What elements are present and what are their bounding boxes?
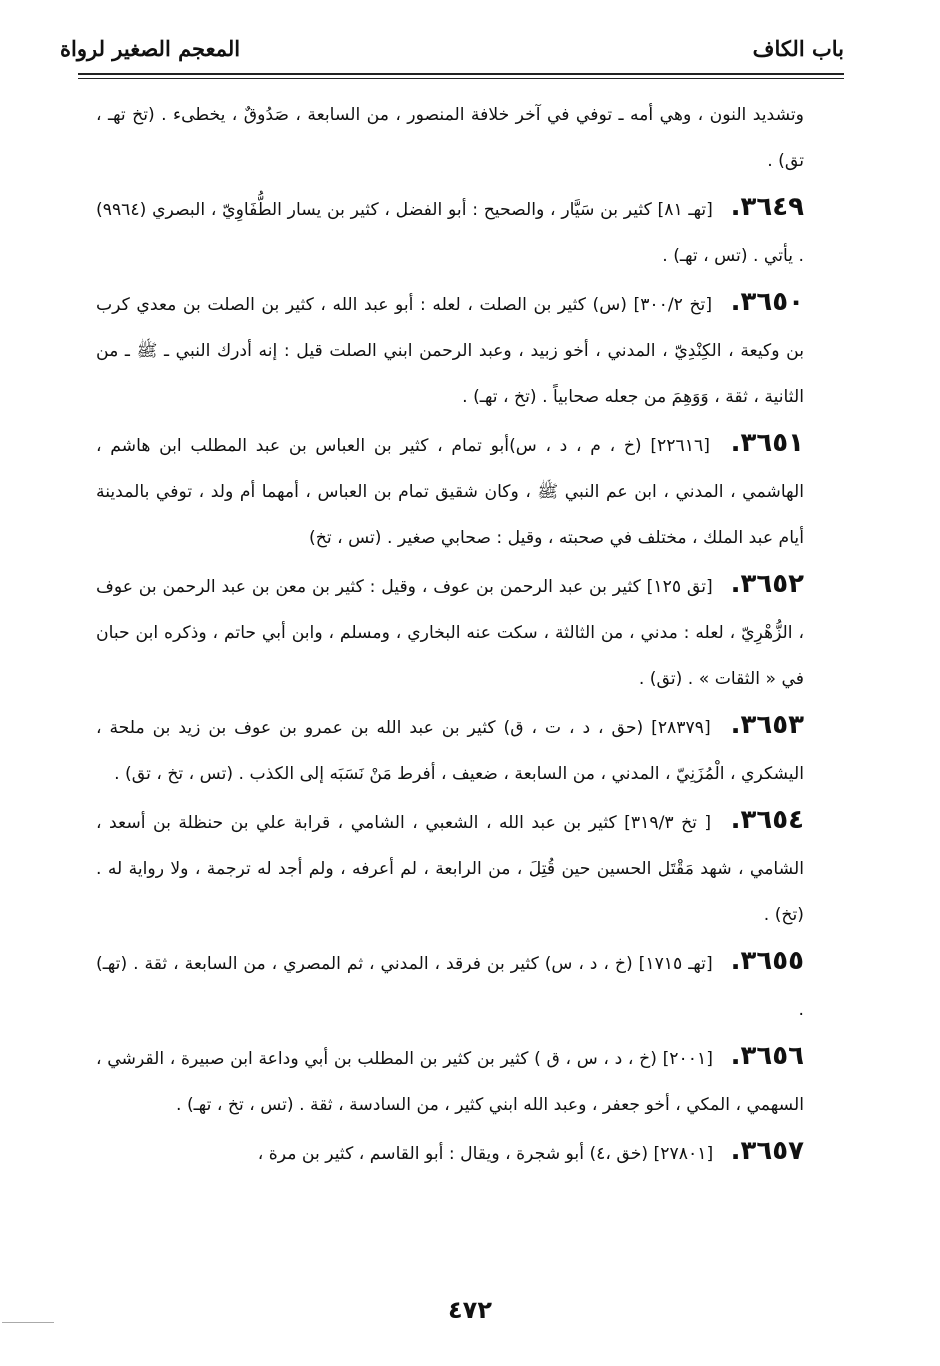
entry-text: [تهـ ٨١] كثير بن سَيَّار ، والصحيح : أبو الفضل ، كثير بن يسار الطُّفَاوِيّ ، البصري (٩٩٦٤) . يأتي . (تس ، تهـ) . bbox=[96, 200, 804, 266]
entry-3649 bbox=[96, 184, 804, 279]
entry-text: [٢٨٣٧٩] (حق ، د ، ت ، ق) كثير بن عبد الله بن عمرو بن عوف بن زيد بن ملحة ، اليشكري ، الْمُزَنِيّ ، المدني ، من السابعة ، ضعيف ، أفرط مَنْ نَسَبَه إلى الكذب . (تس ، تخ ، تق) . bbox=[96, 718, 804, 784]
entry-text: [تهـ ١٧١٥] (خ ، د ، س) كثير بن فرقد ، المدني ، ثم المصري ، من السابعة ، ثقة . (تهـ) . bbox=[96, 954, 804, 1020]
entry-number: ٣٦٥٧. bbox=[730, 1136, 804, 1166]
entry-number: ٣٦٥٤. bbox=[730, 805, 804, 835]
entry-text: [تق ١٢٥] كثير بن عبد الرحمن بن عوف ، وقيل : كثير بن معن بن عبد الرحمن بن عوف ، الزُّهْرِيّ ، لعله : مدني ، من الثالثة ، سكت عنه البخاري ، ومسلم ، وابن أبي حاتم ، وذكره ابن حبان في « الثقات » . (تق) . bbox=[96, 577, 804, 689]
page-body bbox=[96, 92, 804, 1177]
entry-3655 bbox=[96, 938, 804, 1033]
book-title: المعجم الصغير لرواة bbox=[60, 36, 241, 61]
entry-text: [٢٧٨٠١] (خق ،٤) أبو شجرة ، ويقال : أبو القاسم ، كثير بن مرة ، bbox=[257, 1144, 714, 1164]
header-rule bbox=[78, 73, 844, 75]
header-rule-thin bbox=[78, 78, 844, 79]
page-number: ٤٧٢ bbox=[448, 1296, 492, 1324]
chapter-title: باب الكاف bbox=[752, 36, 844, 61]
entry-3654 bbox=[96, 797, 804, 938]
entry-number: ٣٦٥٥. bbox=[730, 946, 804, 976]
scan-edge-line bbox=[2, 1322, 54, 1323]
entry-3650 bbox=[96, 279, 804, 420]
entry-3652 bbox=[96, 561, 804, 702]
entry-number: ٣٦٥١. bbox=[730, 428, 804, 458]
entry-3657 bbox=[96, 1128, 804, 1177]
entry-text: [٢٠٠١] (خ ، د ، س ، ق ) كثير بن كثير بن المطلب بن أبي وداعة ابن صبيرة ، القرشي ، السهمي ، المكي ، أخو جعفر ، وعبد الله ابني كثير ، من السادسة ، ثقة . (تس ، تخ ، تهـ) . bbox=[96, 1049, 804, 1115]
entry-text: [ تخ ٣١٩/٣] كثير بن عبد الله ، الشعبي ، الشامي ، قرابة علي بن حنظلة بن أسعد ، الشامي ، شهد مَقْتَل الحسين حين قُتِلَ ، من الرابعة ، لم أعرفه ، ولم أجد له ترجمة ، ولا رواية له . (تخ) . bbox=[96, 813, 804, 925]
continuation-text: وتشديد النون ، وهي أمه ـ توفي في آخر خلافة المنصور ، من السابعة ، صَدُوقٌ ، يخطىء . (تخ تهـ ، تق) . bbox=[96, 105, 804, 171]
entry-text: [تخ ٣٠٠/٢] (س) كثير بن الصلت ، لعله : أبو عبد الله ، كثير بن الصلت بن معدي كرب بن وكيعة ، الكِنْدِيّ ، المدني ، أخو زبيد ، وعبد الرحمن ابني الصلت قيل : إنه أدرك النبي ـ ﷺ ـ من الثانية ، ثقة ، وَوَهِمَ من جعله صحابياً . (تخ ، تهـ) . bbox=[96, 295, 804, 407]
entry-text: [٢٢٦١٦] (خ ، م ، د ، س)أبو تمام ، كثير بن العباس بن عبد المطلب ابن هاشم ، الهاشمي ، المدني ، ابن عم النبي ﷺ ، وكان شقيق تمام بن العباس ، أمهما أم ولد ، توفي بالمدينة أيام عبد الملك ، مختلف في صحبته ، وقيل : صحابي صغير . (تس ، تخ) bbox=[96, 436, 804, 548]
running-header bbox=[60, 30, 844, 74]
entry-number: ٣٦٥٠. bbox=[730, 287, 804, 317]
entry-number: ٣٦٥٢. bbox=[730, 569, 804, 599]
entry-3656 bbox=[96, 1033, 804, 1128]
entry-number: ٣٦٥٦. bbox=[730, 1041, 804, 1071]
entry-number: ٣٦٤٩. bbox=[730, 192, 804, 222]
entry-3651 bbox=[96, 420, 804, 561]
entry-3653 bbox=[96, 702, 804, 797]
entry-number: ٣٦٥٣. bbox=[730, 710, 804, 740]
